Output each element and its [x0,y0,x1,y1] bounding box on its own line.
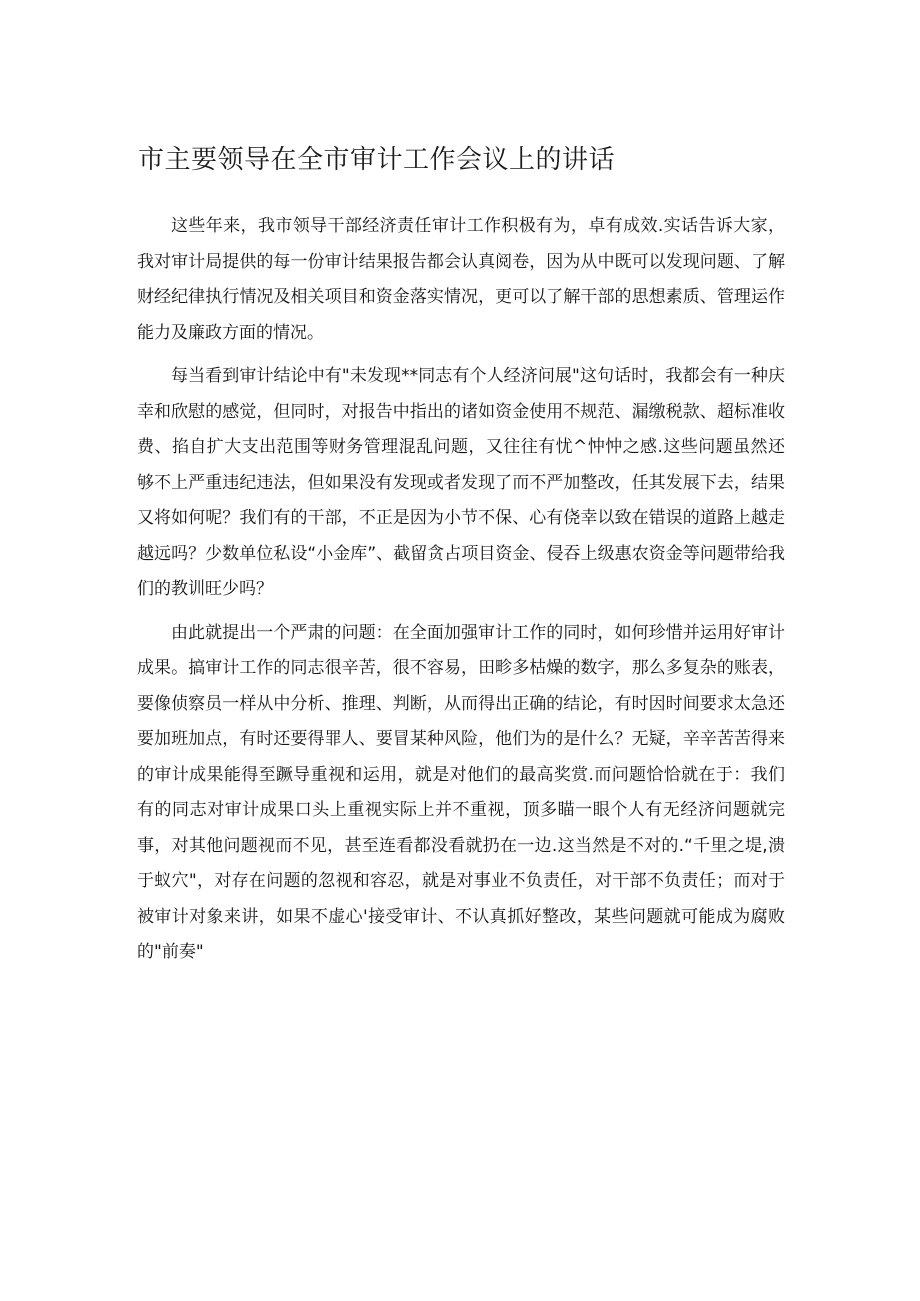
document-title: 市主要领导在全市审计工作会议上的讲话 [138,145,616,175]
paragraph: 由此就提出一个严肃的问题：在全面加强审计工作的同时，如何珍惜并运用好审计成果。搞审计工作的同志很辛苦，很不容易，田畛多枯燥的数字，那么多复杂的账表，要像侦察员一样从中分析、推理、判断，从而得出正确的结论，有时因时间要求太急还要加班加点，有时还要得罪人、要冒某种风险，他们为的是什么？无疑，辛辛苦苦得来的审计成果能得至蹶导重视和运用，就是对他们的最高奖赏.而问题恰恰就在于：我们有的同志对审计成果口头上重视实际上并不重视，顶多瞄一眼个人有无经济问题就完事，对其他问题视而不见，甚至连看都没看就扔在一边.这当然是不对的.“千里之堤,溃于蚁穴"，对存在问题的忽视和容忍，就是对事业不负责任，对干部不负责任；而对于被审计对象来讲，如果不虚心'接受审计、不认真抓好整改，某些问题就可能成为腐败的"前奏" [137,622,785,962]
paragraph: 这些年来，我市领导干部经济责任审计工作积极有为，卓有成效.实话告诉大家，我对审计局提供的每一份审计结果报告都会认真阅卷，因为从中既可以发现问题、了解财经纪律执行情况及相关项目和资金落实情况，更可以了解干部的思想素质、管理运作能力及廉政方面的情况。 [137,216,785,343]
document-body [137,209,785,979]
paragraph: 每当看到审计结论中有"未发现**同志有个人经济问展"这句话时，我都会有一种庆幸和欣慰的感觉，但同时，对报告中指出的诸如资金使用不规范、漏缴税款、超标准收费、掐自扩大支出范围等财务管理混乱问题，又往往有忧^忡忡之感.这些问题虽然还够不上严重违纪违法，但如果没有发现或者发现了而不严加整改，任其发展下去，结果又将如何呢？我们有的干部，不正是因为小节不保、心有侥幸以致在错误的道路上越走越远吗？少数单位私设“小金库”、截留贪占项目资金、侵吞上级惠农资金等问题带给我们的教训旺少吗？ [137,366,785,599]
